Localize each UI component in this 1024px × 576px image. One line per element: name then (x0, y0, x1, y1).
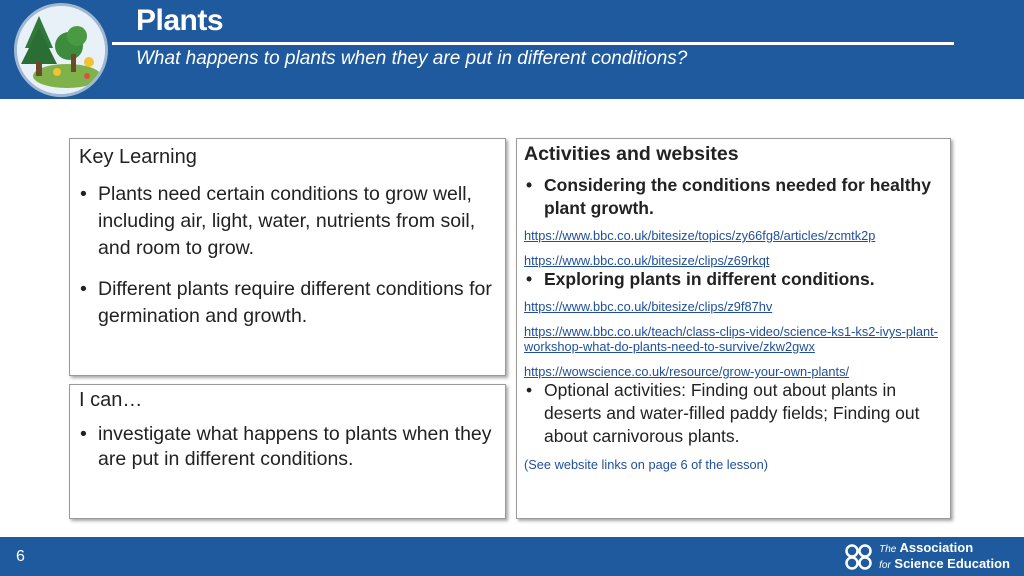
page-number: 6 (16, 548, 25, 565)
org-line-1: Association (899, 540, 974, 555)
ase-logo-icon (845, 544, 873, 570)
bullet-icon: • (80, 183, 87, 205)
activity-item-3: Optional activities: Finding out about plants in deserts and water-filled paddy fields; Finding out about carnivorous plants. (544, 380, 920, 446)
bullet-icon: • (526, 269, 533, 289)
link-bbc-teach-plant-workshop[interactable]: https://www.bbc.co.uk/teach/class-clips-video/science-ks1-ks2-ivys-plant-workshop-what-do-plants-need-to-survive/zkw2gwx (524, 324, 938, 354)
page-subtitle: What happens to plants when they are put in different conditions? (136, 48, 688, 69)
plants-logo-icon (14, 3, 108, 97)
link-bbc-clip-z69rkqt[interactable]: https://www.bbc.co.uk/bitesize/clips/z69rkqt (524, 253, 770, 268)
title-divider (112, 42, 954, 45)
link-bbc-clip-z9f87hv[interactable]: https://www.bbc.co.uk/bitesize/clips/z9f87hv (524, 299, 773, 314)
activity-item-1: Considering the conditions needed for healthy plant growth. (544, 175, 931, 218)
list-item (79, 276, 495, 330)
bullet-icon: • (526, 175, 533, 195)
website-links-note: (See website links on page 6 of the lesson) (524, 457, 768, 472)
org-line-2: Science Education (894, 556, 1010, 571)
key-learning-box (69, 138, 506, 376)
activity-item-2: Exploring plants in different conditions. (544, 269, 875, 289)
bullet-icon: • (80, 423, 87, 445)
link-bbc-topics[interactable]: https://www.bbc.co.uk/bitesize/topics/zy66fg8/articles/zcmtk2p (524, 228, 876, 243)
org-the: The (879, 544, 897, 555)
org-for: for (879, 560, 891, 571)
ase-logo (845, 541, 1010, 573)
footer-bar (0, 537, 1024, 576)
bullet-icon: • (80, 278, 87, 300)
key-learning-bullet-1: Plants need certain conditions to grow well, including air, light, water, nutrients from soil, and room to grow. (98, 183, 476, 259)
page-title: Plants (136, 4, 224, 37)
list-item (524, 268, 942, 291)
list-item (79, 181, 495, 262)
key-learning-heading: Key Learning (79, 146, 197, 168)
list-item (79, 422, 495, 472)
key-learning-bullet-2: Different plants require different conditions for germination and growth. (98, 278, 492, 327)
link-wowscience[interactable]: https://wowscience.co.uk/resource/grow-your-own-plants/ (524, 364, 850, 379)
header-banner (0, 0, 1024, 99)
i-can-heading: I can… (79, 389, 143, 411)
list-item (524, 174, 942, 220)
bullet-icon: • (526, 380, 533, 400)
list-item (524, 379, 942, 448)
i-can-box (69, 384, 506, 519)
activities-box (516, 138, 951, 519)
activities-heading: Activities and websites (524, 143, 739, 165)
i-can-bullet-1: investigate what happens to plants when they are put in different conditions. (98, 423, 492, 470)
